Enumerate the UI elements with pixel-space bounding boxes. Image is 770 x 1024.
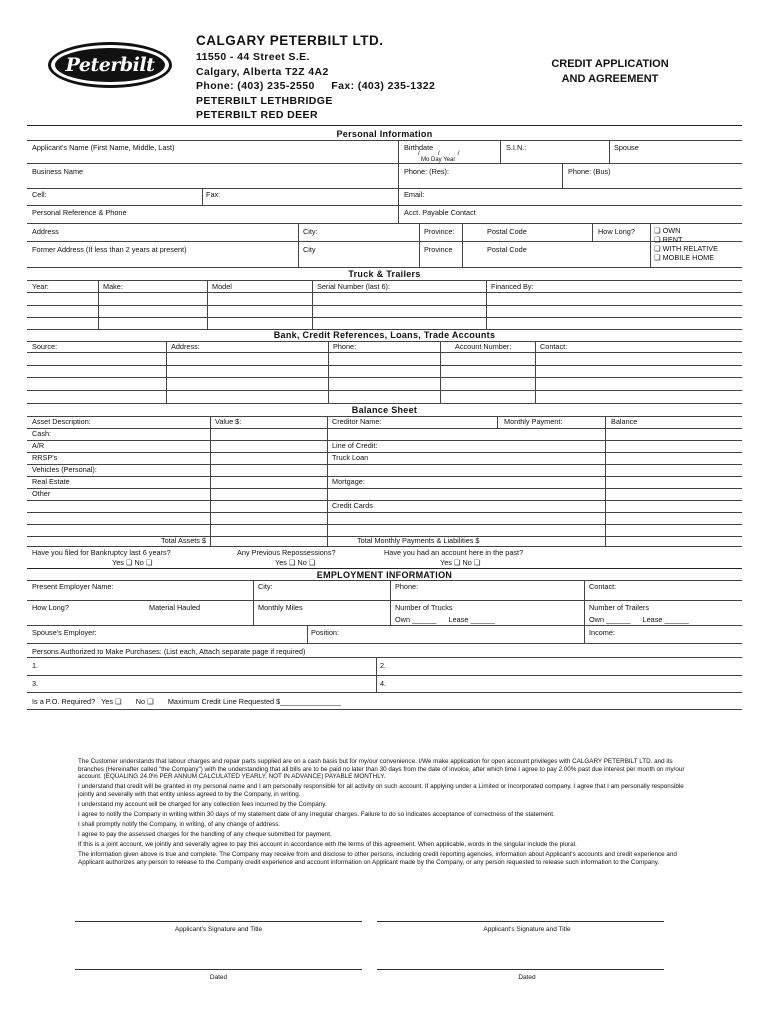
applicant-name-label: Applicant's Name (First Name, Middle, Last) xyxy=(32,143,175,152)
number-of-trailers-label: Number of Trailers xyxy=(589,603,650,612)
city-label: City: xyxy=(303,227,318,236)
birthdate-label: Birthdate xyxy=(404,143,434,152)
col-divider xyxy=(584,580,585,643)
col-divider xyxy=(500,140,501,163)
po-required-line[interactable]: Is a P.O. Required? Yes ❏ No ❏ Maximum Credit Line Requested $_______________ xyxy=(32,697,342,706)
asset-other-label: Other xyxy=(32,489,51,498)
row-divider xyxy=(27,377,742,378)
terms-paragraph: The Customer understands that labour charges and repair parts supplied are on a cash basis but for my/our convenience. I/We make application for open account privileges with CALGARY PETERBILT LTD. and its branches (Hereinafter called "the Company") with the understanding that all bills are to be paid no later than 30 days from the date of invoice, after which time I agree to pay 2.00% past due interest per month on my/our account. (EQUALING 24.0% PER ANNUM CALCULATED YEARLY, NOT IN ADVANCE) PAYABLE MONTHLY. xyxy=(78,758,685,781)
row-divider xyxy=(27,390,742,391)
col-divider xyxy=(307,625,308,643)
trucks-own-lease: Own ______ Lease ______ xyxy=(395,615,495,624)
postal-code-label: Postal Code xyxy=(487,227,527,236)
birthdate-format: Mo Day Year xyxy=(421,157,456,163)
row-divider xyxy=(27,675,742,676)
col-divider xyxy=(535,341,536,403)
row-divider xyxy=(27,188,742,189)
terms-and-conditions xyxy=(78,758,698,869)
authorized-person-1: 1. xyxy=(32,661,39,670)
bank-phone-label: Phone: xyxy=(333,342,357,351)
row-divider xyxy=(27,292,742,293)
row-divider xyxy=(27,709,742,710)
spouse-income-label: Income: xyxy=(589,628,615,637)
row-divider xyxy=(27,600,742,601)
acct-payable-label: Acct. Payable Contact xyxy=(404,208,476,217)
document-title-line2: AND AGREEMENT xyxy=(561,73,659,85)
past-account-question: Have you had an account here in the past? xyxy=(384,548,524,557)
phone-bus-label: Phone: (Bus) xyxy=(568,167,611,176)
former-city-label: City xyxy=(303,245,316,254)
row-divider xyxy=(27,440,742,441)
row-divider xyxy=(27,546,742,547)
row-divider xyxy=(27,241,742,242)
sin-label: S.I.N.: xyxy=(506,143,527,152)
col-divider xyxy=(98,280,99,329)
asset-cash-label: Cash: xyxy=(32,429,52,438)
repossessions-question: Any Previous Repossessions? xyxy=(237,548,336,557)
balance-label: Balance xyxy=(611,417,638,426)
trailers-own-lease: Own ______ Lease ______ xyxy=(589,615,689,624)
col-divider xyxy=(486,280,487,329)
dated-line-1[interactable] xyxy=(75,969,362,970)
number-of-trucks-label: Number of Trucks xyxy=(395,603,453,612)
asset-description-label: Asset Description: xyxy=(32,417,91,426)
asset-vehicles-label: Vehicles (Personal): xyxy=(32,465,97,474)
truck-serial-label: Serial Number (last 6): xyxy=(317,282,390,291)
row-divider xyxy=(27,452,742,453)
line-of-credit-label: Line of Credit: xyxy=(332,441,378,450)
terms-paragraph: I understand that credit will be granted in my personal name and I am personally responsible for all activity on such account. If applying under a Limited or Incorporated company, I agree that I am personally responsible jointly and severally with that entity unless agreed to by the Company, in writing. xyxy=(78,783,684,798)
col-divider xyxy=(376,657,377,692)
with-relative-checkbox[interactable]: ❏ WITH RELATIVE xyxy=(654,244,718,253)
truck-financed-label: Financed By: xyxy=(491,282,534,291)
truck-year-label: Year: xyxy=(32,282,49,291)
col-divider xyxy=(605,416,606,546)
employer-contact-label: Contact: xyxy=(589,582,617,591)
own-checkbox[interactable]: ❏ OWN xyxy=(654,226,681,235)
row-divider xyxy=(27,205,742,206)
section-balance-heading: Balance Sheet xyxy=(351,405,418,415)
col-divider xyxy=(562,163,563,188)
col-divider xyxy=(328,341,329,403)
employment-how-long-label: How Long? xyxy=(32,603,69,612)
signature-caption-1: Applicant's Signature and Title xyxy=(174,926,263,933)
company-address2: Calgary, Alberta T2Z 4A2 xyxy=(196,65,329,78)
row-divider xyxy=(27,317,742,318)
peterbilt-logo xyxy=(48,42,172,88)
row-divider xyxy=(27,643,742,644)
row-divider xyxy=(27,267,742,268)
persons-authorized-label: Persons Authorized to Make Purchases: (List each, Attach separate page if required) xyxy=(32,647,306,656)
birthdate-slashes: / / / xyxy=(418,150,460,157)
col-divider xyxy=(398,140,399,205)
dated-line-2[interactable] xyxy=(377,969,664,970)
row-divider xyxy=(27,580,742,581)
address-label: Address xyxy=(32,227,59,236)
present-employer-label: Present Employer Name: xyxy=(32,582,114,591)
creditor-name-label: Creditor Name: xyxy=(332,417,382,426)
row-divider xyxy=(27,223,742,224)
bank-source-label: Source: xyxy=(32,342,58,351)
authorized-person-3: 3. xyxy=(32,679,39,688)
row-divider xyxy=(27,163,742,164)
truck-make-label: Make: xyxy=(103,282,123,291)
row-divider xyxy=(27,692,742,693)
bank-contact-label: Contact: xyxy=(540,342,568,351)
former-postal-label: Postal Code xyxy=(487,245,527,254)
row-divider xyxy=(27,500,742,501)
row-divider xyxy=(27,512,742,513)
col-divider xyxy=(390,580,391,625)
row-divider xyxy=(27,365,742,366)
employer-city-label: City: xyxy=(258,582,273,591)
row-divider xyxy=(27,464,742,465)
row-divider xyxy=(27,352,742,353)
terms-paragraph: I agree to pay the assessed charges for the handling of any cheque submitted for payment. xyxy=(78,831,332,839)
signature-line-2[interactable] xyxy=(377,921,664,922)
row-divider xyxy=(27,625,742,626)
row-divider xyxy=(27,428,742,429)
section-personal-heading: Personal Information xyxy=(336,129,433,139)
former-address-label: Former Address (If less than 2 years at present) xyxy=(32,245,187,254)
header-divider xyxy=(27,125,742,126)
asset-real-estate-label: Real Estate xyxy=(32,477,70,486)
section-truck-heading: Truck & Trailers xyxy=(348,269,421,279)
document-title-line1: CREDIT APPLICATION xyxy=(551,58,669,70)
company-branch-lethbridge: PETERBILT LETHBRIDGE xyxy=(196,94,333,107)
business-name-label: Business Name xyxy=(32,167,84,176)
rent-checkbox[interactable]: ❏ RENT xyxy=(654,235,683,244)
authorized-person-4: 4. xyxy=(380,679,387,688)
col-divider xyxy=(497,416,498,428)
col-divider xyxy=(440,341,441,403)
bankruptcy-yes-no[interactable]: Yes ❏ No ❏ xyxy=(112,558,153,567)
authorized-person-2: 2. xyxy=(380,661,387,670)
phone-res-label: Phone: (Res): xyxy=(404,167,450,176)
col-divider xyxy=(210,416,211,546)
truck-loan-label: Truck Loan xyxy=(332,453,369,462)
row-divider xyxy=(27,524,742,525)
signature-caption-2: Applicant's Signature and Title xyxy=(483,926,571,933)
company-address1: 11550 - 44 Street S.E. xyxy=(196,51,310,63)
row-divider xyxy=(27,488,742,489)
company-name: CALGARY PETERBILT LTD. xyxy=(196,33,384,48)
document-title xyxy=(545,57,675,87)
row-divider xyxy=(27,140,742,141)
terms-paragraph: I understand my account will be charged for any collection fees incurred by the Company. xyxy=(78,800,327,808)
row-divider xyxy=(27,341,742,342)
col-divider xyxy=(419,223,420,267)
employer-phone-label: Phone: xyxy=(395,582,419,591)
credit-cards-label: Credit Cards xyxy=(332,501,373,510)
col-divider xyxy=(253,580,254,625)
row-divider xyxy=(27,476,742,477)
mortgage-label: Mortgage: xyxy=(332,477,365,486)
col-divider xyxy=(312,280,313,329)
spouse-position-label: Position: xyxy=(311,628,339,637)
col-divider xyxy=(166,341,167,403)
material-hauled-label: Material Hauled xyxy=(149,603,201,612)
col-divider xyxy=(207,280,208,329)
monthly-payment-label: Monthly Payment: xyxy=(504,417,563,426)
terms-paragraph: If this is a joint account, we jointly and severally agree to pay this account in accordance with the terms of this agreement. When applicable, words in the singular include the plural. xyxy=(78,841,577,849)
province-label: Province: xyxy=(424,227,455,236)
col-divider xyxy=(462,223,463,267)
col-divider xyxy=(298,223,299,267)
asset-rrsp-label: RRSP's xyxy=(32,453,58,462)
past-account-yes-no[interactable]: Yes ❏ No ❏ xyxy=(440,558,481,567)
row-divider xyxy=(27,305,742,306)
email-label: Email: xyxy=(404,190,425,199)
terms-paragraph: The information given above is true and complete. The Company may receive from and disclose to other persons, including credit reporting agencies, information about Applicant's accounts and credit experience and Applicant authorizes any person to release to the Company credit experience and account information on Applicant made by the Company, or any person requested to release such information to the Company. xyxy=(78,851,677,867)
col-divider xyxy=(202,188,203,205)
bankruptcy-question: Have you filed for Bankruptcy last 6 years? xyxy=(32,548,171,557)
monthly-miles-label: Monthly Miles xyxy=(258,603,303,612)
company-info xyxy=(196,33,435,123)
dated-caption-1: Dated xyxy=(209,974,228,981)
personal-reference-label: Personal Reference & Phone xyxy=(32,208,127,217)
terms-paragraph: I shall promptly notify the Company, in writing, of any change of address. xyxy=(78,821,281,829)
truck-model-label: Model xyxy=(212,282,232,291)
how-long-label: How Long? xyxy=(598,227,635,236)
cell-label: Cell: xyxy=(32,190,47,199)
total-assets-label: Total Assets $ xyxy=(161,536,207,545)
col-divider xyxy=(609,140,610,163)
row-divider xyxy=(27,280,742,281)
col-divider xyxy=(592,223,593,241)
col-divider xyxy=(650,223,651,267)
company-branch-reddeer: PETERBILT RED DEER xyxy=(196,109,318,121)
dated-caption-2: Dated xyxy=(518,974,536,981)
asset-ar-label: A/R xyxy=(32,441,45,450)
col-divider xyxy=(398,205,399,223)
col-divider xyxy=(327,416,328,546)
logo-text: Peterbilt xyxy=(55,48,165,82)
asset-value-label: Value $: xyxy=(215,417,242,426)
section-bank-heading: Bank, Credit References, Loans, Trade Accounts xyxy=(273,330,496,340)
total-monthly-label: Total Monthly Payments & Liabilities $ xyxy=(357,536,480,545)
section-employment-heading: EMPLOYMENT INFORMATION xyxy=(316,570,453,580)
spouse-employer-label: Spouse's Employer: xyxy=(32,628,97,637)
terms-paragraph: I agree to notify the Company in writing within 30 days of my statement date of any irregular charges. Failure to do so indicates acceptance of correctness of the statement. xyxy=(78,811,555,819)
mobile-home-checkbox[interactable]: ❏ MOBILE HOME xyxy=(654,253,715,262)
row-divider xyxy=(27,403,742,404)
fax-label: Fax: xyxy=(206,190,221,199)
spouse-label: Spouse xyxy=(614,143,639,152)
bank-address-label: Address: xyxy=(171,342,200,351)
former-province-label: Province xyxy=(424,245,453,254)
bank-account-label: Account Number: xyxy=(455,342,512,351)
signature-line-1[interactable] xyxy=(75,921,362,922)
row-divider xyxy=(27,657,742,658)
section-divider xyxy=(27,568,742,569)
company-phone-fax: Phone: (403) 235-2550 Fax: (403) 235-1322 xyxy=(196,80,436,92)
repossessions-yes-no[interactable]: Yes ❏ No ❏ xyxy=(275,558,316,567)
